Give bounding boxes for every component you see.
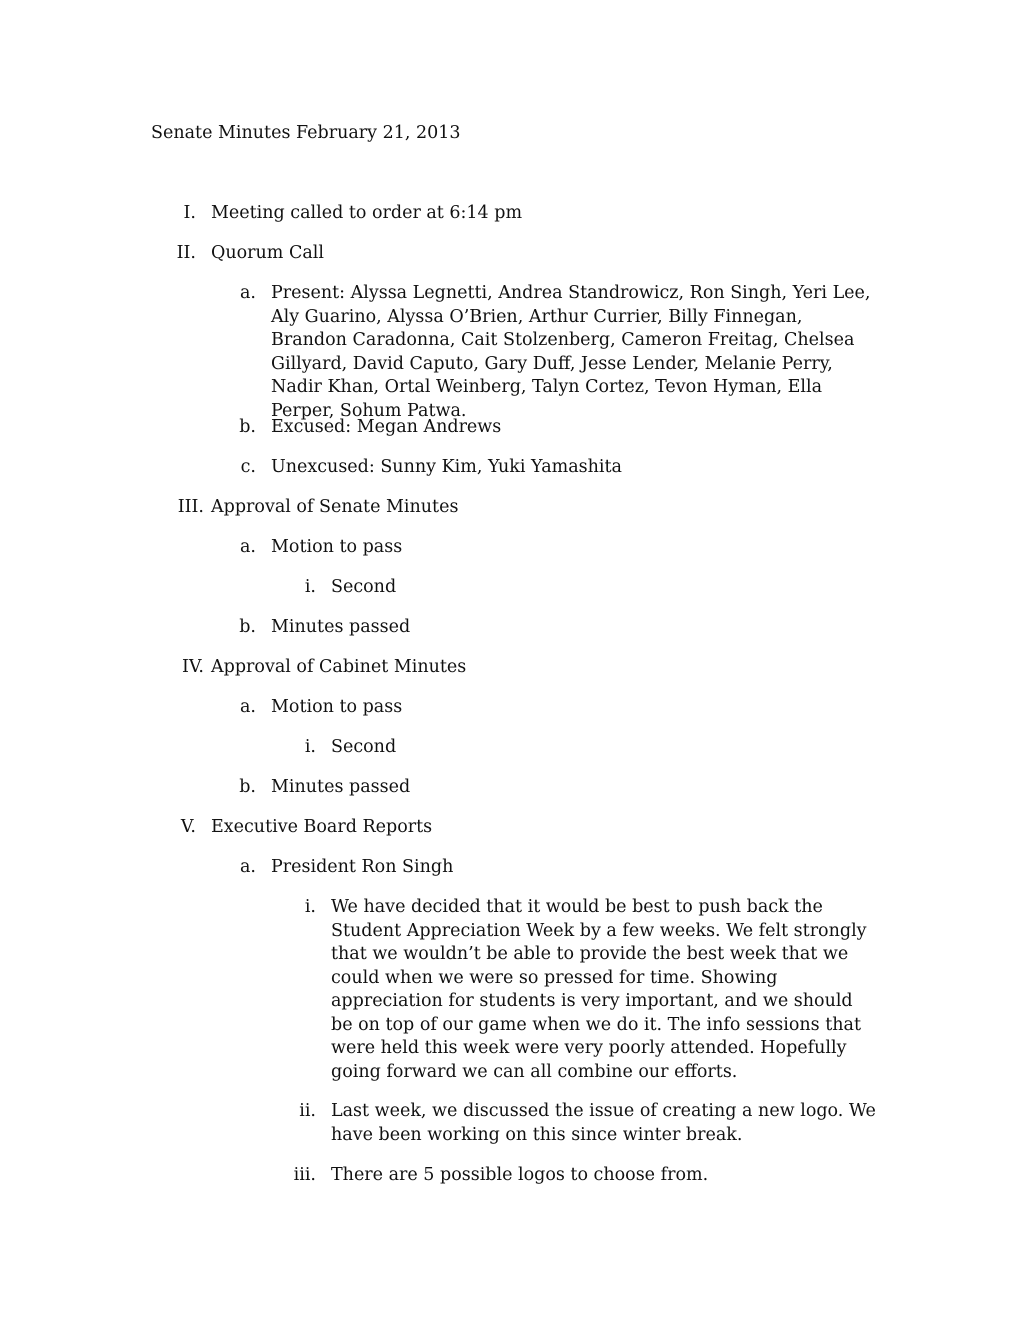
section-number: I. xyxy=(183,203,196,223)
section-1 xyxy=(0,202,1020,226)
sub-list-item xyxy=(0,896,1020,1086)
item-text: Last week, we discussed the issue of creating a new logo. We have been working on this since winter break. xyxy=(331,1101,876,1145)
item-letter: b. xyxy=(239,617,256,637)
item-letter: b. xyxy=(239,777,256,797)
section-heading: Approval of Cabinet Minutes xyxy=(211,657,467,677)
sub-list-item xyxy=(0,1164,1020,1188)
section-heading: Approval of Senate Minutes xyxy=(211,497,459,517)
item-text: Unexcused: Sunny Kim, Yuki Yamashita xyxy=(271,457,622,477)
item-numeral: i. xyxy=(304,577,316,597)
item-text: Motion to pass xyxy=(271,537,403,557)
sub-list-item xyxy=(0,1100,1020,1148)
item-text: Minutes passed xyxy=(271,617,411,637)
section-number: IV. xyxy=(181,657,204,677)
list-item xyxy=(0,776,1020,800)
item-numeral: i. xyxy=(304,737,316,757)
section-number: II. xyxy=(176,243,196,263)
item-numeral: iii. xyxy=(293,1165,316,1185)
sub-list-item xyxy=(0,736,1020,760)
section-heading: Quorum Call xyxy=(211,243,324,263)
list-item xyxy=(0,616,1020,640)
list-item xyxy=(0,536,1020,560)
section-3 xyxy=(0,496,1020,520)
item-text: Present: Alyssa Legnetti, Andrea Standrowicz, Ron Singh, Yeri Lee, Aly Guarino, Alyssa O’Brien, Arthur Currier, Billy Finnegan, Brandon Caradonna, Cait Stolzenberg, Cameron Freitag, Chelsea Gillyard, David Caputo, Gary Duff, Jesse Lender, Melanie Perry, Nadir Khan, Ortal Weinberg, Talyn Cortez, Tevon Hyman, Ella Perper, Sohum Patwa. xyxy=(271,283,871,421)
item-text: Second xyxy=(331,737,397,757)
section-heading: Executive Board Reports xyxy=(211,817,433,837)
sub-list-item xyxy=(0,576,1020,600)
page-title: Senate Minutes February 21, 2013 xyxy=(151,123,461,143)
section-2 xyxy=(0,242,1020,266)
item-numeral: i. xyxy=(304,897,316,917)
section-number: III. xyxy=(177,497,204,517)
item-letter: c. xyxy=(240,457,256,477)
item-text: Excused: Megan Andrews xyxy=(271,417,502,437)
list-item-present xyxy=(0,282,1020,421)
item-numeral: ii. xyxy=(299,1101,316,1121)
item-text: Motion to pass xyxy=(271,697,403,717)
section-5 xyxy=(0,816,1020,840)
section-number: V. xyxy=(180,817,196,837)
item-text: Minutes passed xyxy=(271,777,411,797)
item-letter: a. xyxy=(240,857,256,877)
list-item-unexcused xyxy=(0,456,1020,480)
section-heading: Meeting called to order at 6:14 pm xyxy=(211,203,523,223)
section-4 xyxy=(0,656,1020,680)
item-text: Second xyxy=(331,577,397,597)
item-text: President Ron Singh xyxy=(271,857,454,877)
item-letter: a. xyxy=(240,537,256,557)
item-text: We have decided that it would be best to push back the Student Appreciation Week by a few weeks. We felt strongly that we wouldn’t be able to provide the best week that we could when we were so pressed for time. Showing appreciation for students is very important, and we should be on top of our game when we do it. The info sessions that were held this week were very poorly attended. Hopefully going forward we can all combine our efforts. xyxy=(331,897,867,1082)
list-item xyxy=(0,696,1020,720)
item-letter: a. xyxy=(240,283,256,303)
item-text: There are 5 possible logos to choose from. xyxy=(331,1165,709,1185)
list-item xyxy=(0,856,1020,880)
list-item-excused xyxy=(0,416,1020,440)
item-letter: b. xyxy=(239,417,256,437)
item-letter: a. xyxy=(240,697,256,717)
